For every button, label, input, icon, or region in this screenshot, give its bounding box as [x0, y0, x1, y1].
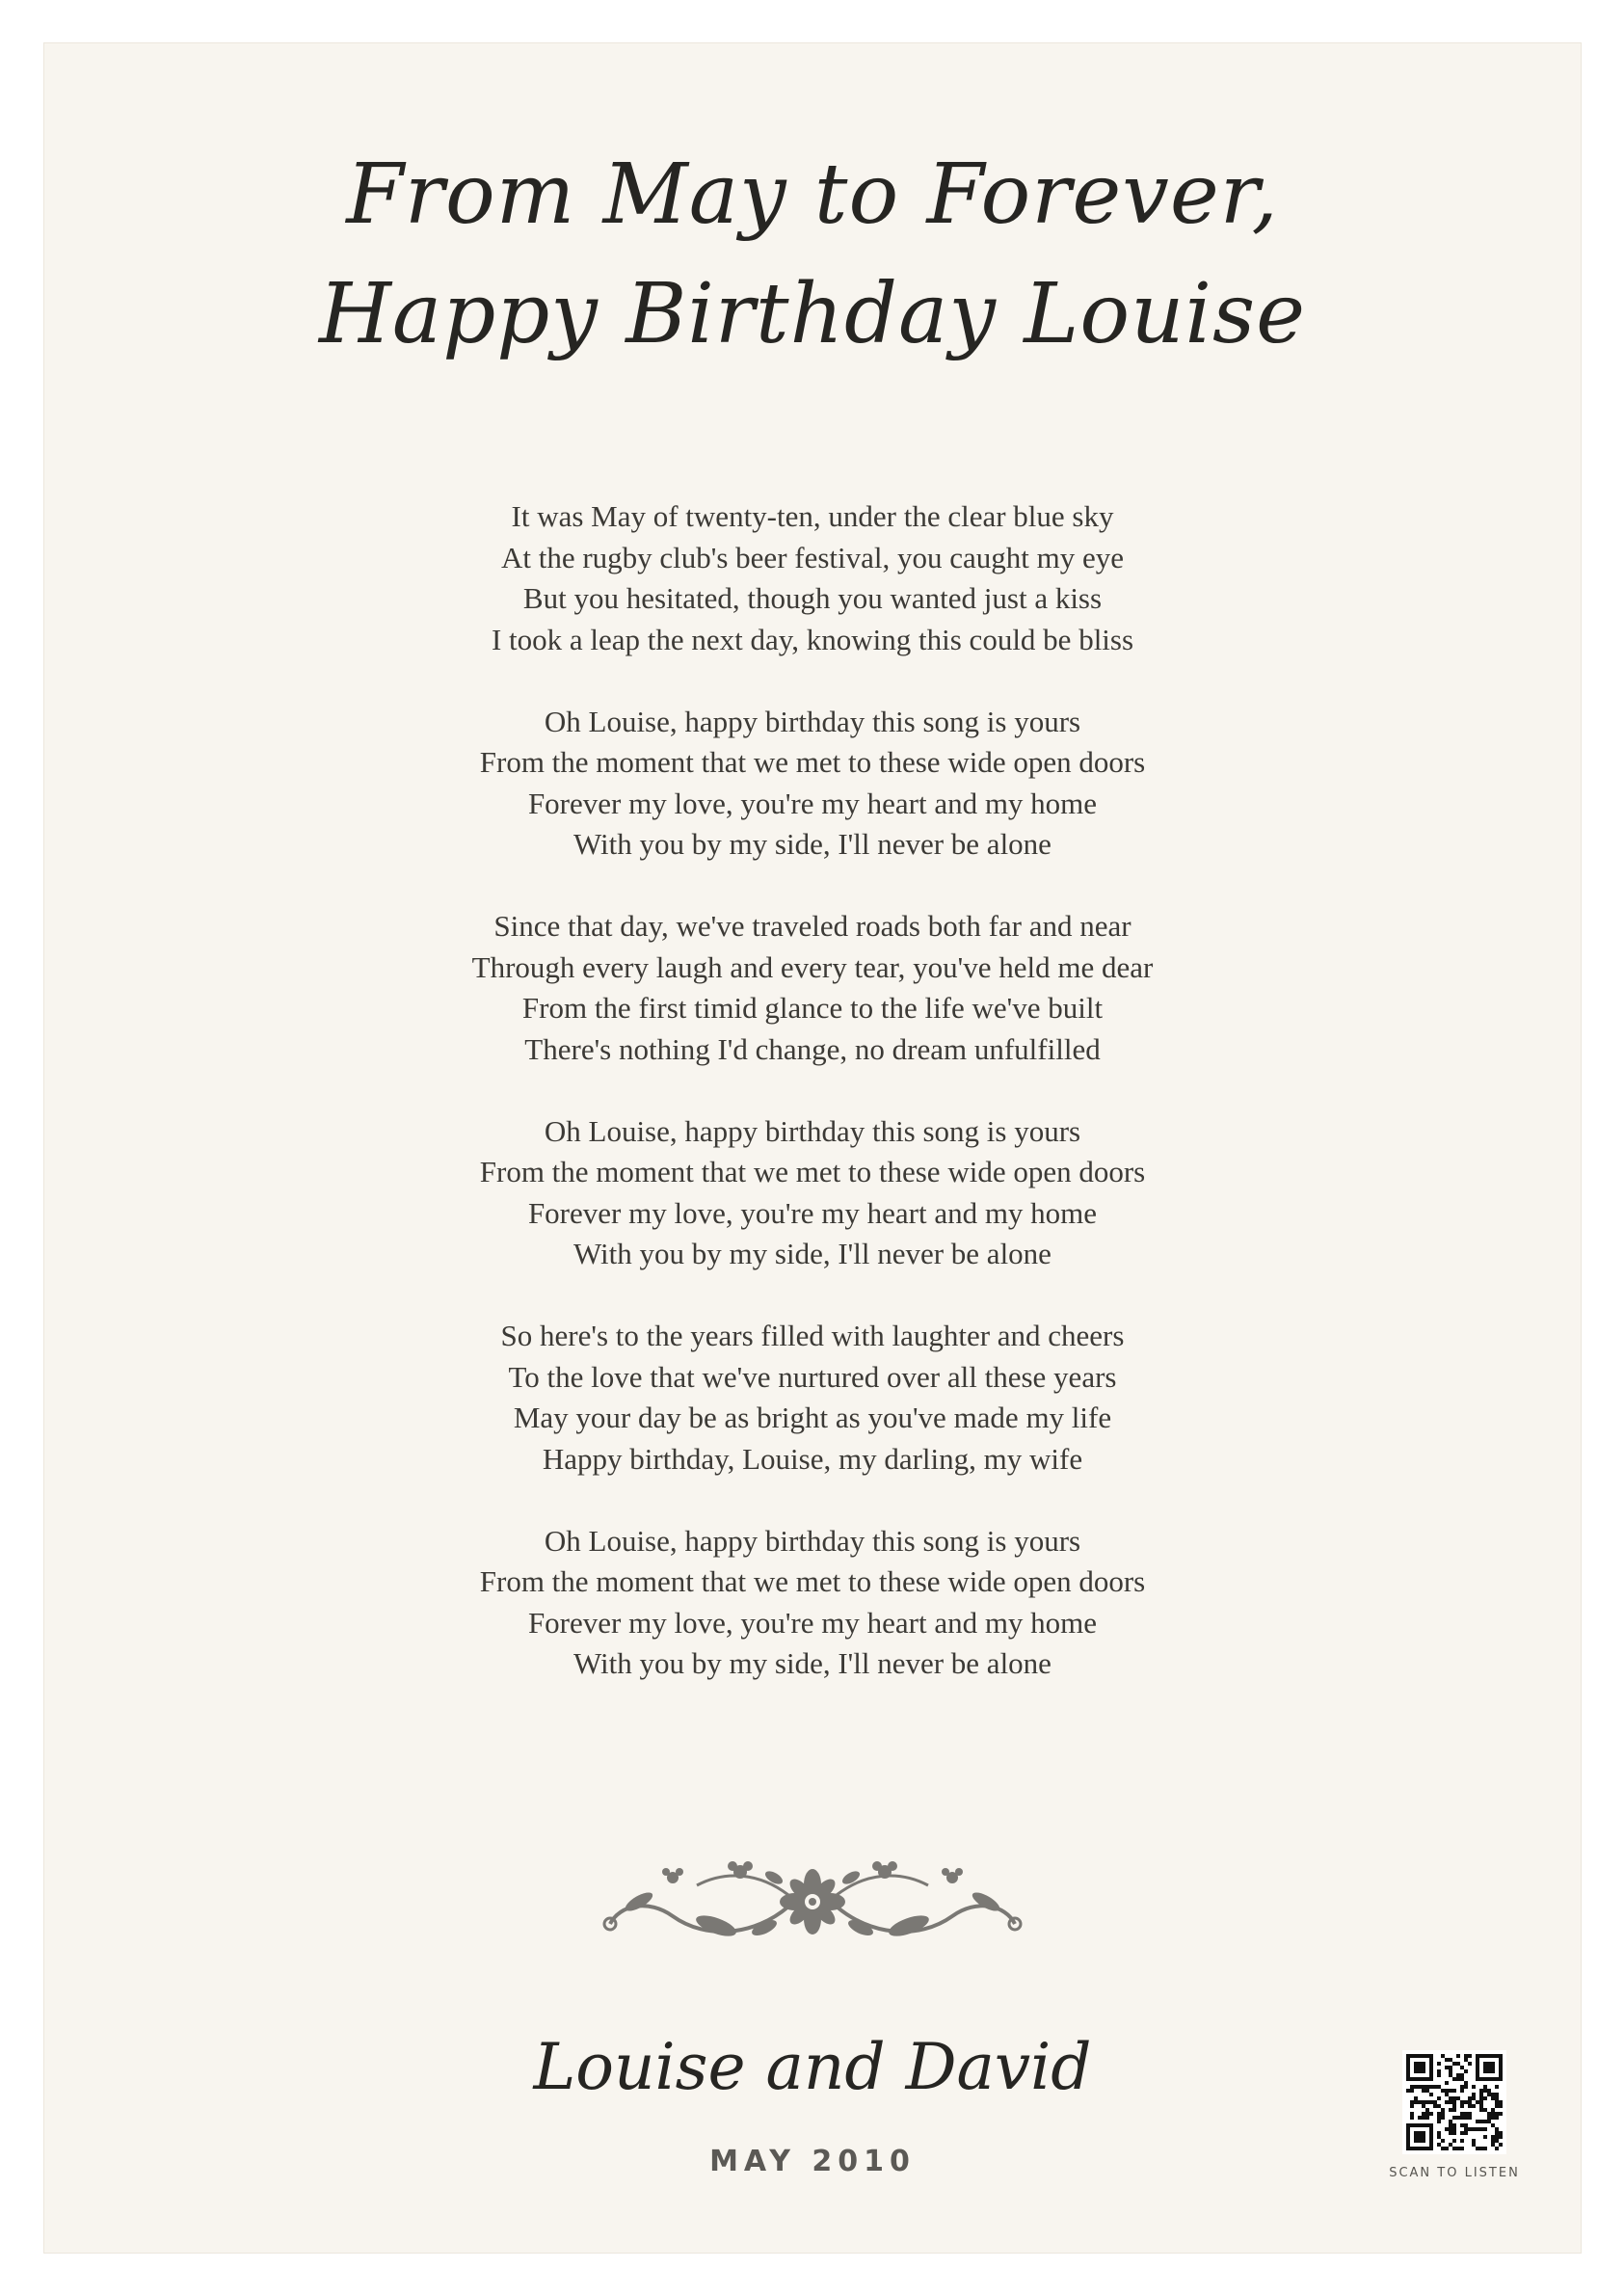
- lyric-line: With you by my side, I'll never be alone: [573, 1237, 1052, 1270]
- lyric-line: Oh Louise, happy birthday this song is yours: [544, 1113, 1081, 1148]
- lyric-line: There's nothing I'd change, no dream unfulfilled: [524, 1031, 1101, 1066]
- lyric-line: Through every laugh and every tear, you've held me dear: [471, 949, 1154, 984]
- lyric-line: From the moment that we met to these wide open doors: [479, 1155, 1146, 1188]
- lyric-line: I took a leap the next day, knowing this could be bliss: [491, 622, 1134, 656]
- date-label: MAY 2010: [709, 2145, 916, 2178]
- lyric-line: It was May of twenty-ten, under the clear blue sky: [511, 499, 1114, 533]
- lyric-line: May your day be as bright as you've made my life: [513, 1401, 1112, 1434]
- lyric-line: Oh Louise, happy birthday this song is yours: [544, 1523, 1081, 1558]
- lyrics-stanza: [44, 1111, 1581, 1275]
- qr-code-icon[interactable]: [1402, 2050, 1506, 2154]
- lyric-line: Oh Louise, happy birthday this song is yours: [544, 704, 1081, 738]
- qr-block: [1382, 2050, 1527, 2180]
- lyric-line: Forever my love, you're my heart and my home: [527, 1195, 1098, 1230]
- lyrics-stanza: [44, 906, 1581, 1070]
- lyric-line: To the love that we've nurtured over all these years: [508, 1359, 1117, 1394]
- poster-sheet: [43, 42, 1582, 2254]
- lyrics-stanza: [44, 702, 1581, 866]
- lyric-line: Forever my love, you're my heart and my home: [527, 1605, 1098, 1640]
- lyric-line: Since that day, we've traveled roads both far and near: [493, 909, 1131, 943]
- signature-names: Louise and David: [533, 2030, 1092, 2104]
- lyric-line: Happy birthday, Louise, my darling, my wife: [542, 1441, 1083, 1476]
- lyrics-block: [44, 496, 1581, 1725]
- poster-title: From May to Forever, Happy Birthday Louise: [318, 147, 1307, 362]
- lyrics-stanza: [44, 1521, 1581, 1685]
- lyric-line: Forever my love, you're my heart and my home: [527, 786, 1098, 820]
- lyrics-stanza: [44, 496, 1581, 660]
- lyric-line: At the rugby club's beer festival, you caught my eye: [500, 540, 1125, 574]
- lyric-line: So here's to the years filled with laughter and cheers: [500, 1319, 1125, 1352]
- lyric-line: With you by my side, I'll never be alone: [573, 1646, 1052, 1680]
- qr-label: SCAN TO LISTEN: [1389, 2166, 1520, 2180]
- floral-divider-icon: [581, 1849, 1044, 1955]
- lyric-line: From the moment that we met to these wide open doors: [479, 1564, 1146, 1598]
- lyric-line: From the moment that we met to these wide open doors: [479, 745, 1146, 779]
- lyrics-stanza: [44, 1316, 1581, 1480]
- lyric-line: But you hesitated, though you wanted just a kiss: [522, 581, 1103, 615]
- lyric-line: With you by my side, I'll never be alone: [573, 827, 1052, 861]
- lyric-line: From the first timid glance to the life we've built: [521, 991, 1104, 1025]
